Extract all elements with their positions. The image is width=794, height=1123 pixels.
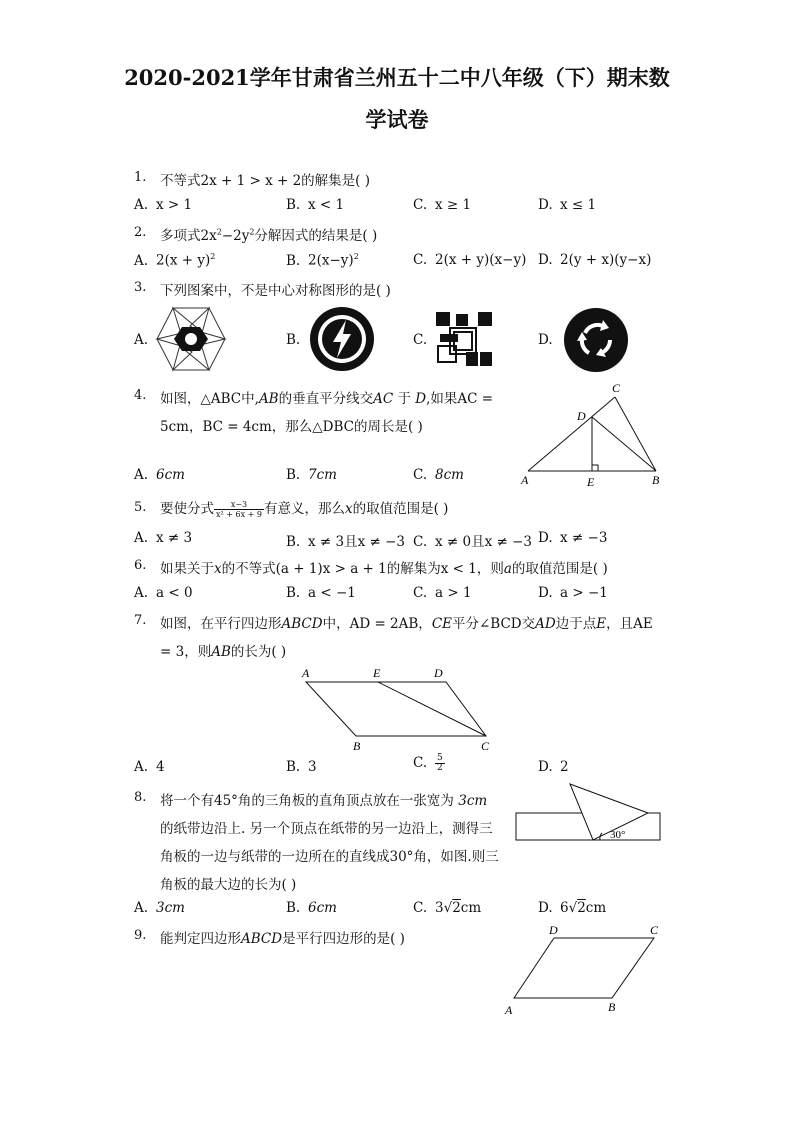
option-d[interactable]: D. 6√2cm: [538, 900, 607, 916]
label-d: D: [549, 923, 558, 937]
label-a: A: [302, 666, 310, 680]
option-a[interactable]: A. x > 1: [134, 197, 193, 213]
option-b[interactable]: B. 3: [286, 759, 317, 775]
label-c: C: [612, 381, 621, 395]
question-text-line4: 角板的最大边的长为( ): [160, 877, 297, 893]
option-a[interactable]: A. 3cm: [134, 900, 185, 916]
option-d[interactable]: D. x ≠ −3: [538, 530, 608, 546]
question-text-line2: 5cm，BC = 4cm，那么△DBC的周长是( ): [160, 419, 423, 435]
question-text-line1: 如图，在平行四边形ABCD中，AD = 2AB，CE平分∠BCD交AD边于点E，且AE: [160, 616, 653, 632]
option-b[interactable]: B. a < −1: [286, 585, 356, 601]
option-d[interactable]: D. 2: [538, 759, 569, 775]
option-d[interactable]: D.: [538, 332, 553, 348]
label-e: E: [373, 666, 381, 680]
label-e: E: [587, 475, 595, 489]
option-b[interactable]: B. 7cm: [286, 467, 337, 483]
hexagon-pinwheel-icon: [156, 307, 226, 371]
lightning-circle-icon: [309, 306, 375, 372]
question-number: 7.: [134, 613, 147, 628]
option-d[interactable]: D. a > −1: [538, 585, 608, 601]
option-c[interactable]: C. x ≥ 1: [413, 197, 472, 213]
triangle-abc-figure: [516, 380, 666, 492]
question-number: 6.: [134, 558, 147, 573]
label-d: D: [434, 666, 443, 680]
option-b[interactable]: B. x < 1: [286, 197, 345, 213]
question-text-line1: 如图，△ABC中,AB的垂直平分线交AC 于 D,如果AC =: [160, 391, 494, 407]
option-a[interactable]: A. 4: [134, 759, 165, 775]
option-a[interactable]: A. $2(x + y)^2$: [134, 252, 216, 269]
option-a[interactable]: A. 6cm: [134, 467, 185, 483]
option-d[interactable]: D. x ≤ 1: [538, 197, 597, 213]
option-b[interactable]: B. x ≠ 3且x ≠ −3: [286, 534, 406, 550]
label-b: B: [652, 473, 660, 487]
option-a[interactable]: A. a < 0: [134, 585, 193, 601]
label-c: C: [650, 923, 659, 937]
question-number: 2.: [134, 225, 147, 240]
label-c: C: [481, 739, 490, 753]
parallelogram-abcd-figure: [296, 664, 500, 754]
option-d[interactable]: D. 2(y + x)(y−x): [538, 252, 652, 268]
fraction: $\frac{x-3}{\text{x² + 6x + 9}}$: [216, 500, 262, 519]
question-text-line2: 的纸带边沿上. 另一个顶点在纸带的另一边沿上，测得三: [160, 821, 493, 837]
question-text: 下列图案中，不是中心对称图形的是( ): [160, 283, 391, 299]
doc-title-line2: 学试卷: [365, 107, 429, 132]
option-c[interactable]: C. a > 1: [413, 585, 472, 601]
option-c[interactable]: C. x ≠ 0且x ≠ −3: [413, 534, 533, 550]
angle-label: 30°: [610, 829, 626, 841]
triangle-on-strip-figure: [514, 782, 664, 844]
label-d: D: [577, 409, 586, 423]
question-text: 要使分式 $\frac{x-3}{\text{x² + 6x + 9}}$ 有意义，那么x的取值范围是( ): [160, 500, 449, 519]
question-text: 如果关于x的不等式(a + 1)x > a + 1的解集为x < 1，则a的取值范围是( ): [160, 561, 608, 577]
option-a[interactable]: A. x ≠ 3: [134, 530, 193, 546]
option-c[interactable]: C. 3√2cm: [413, 900, 482, 916]
question-text-line3: 角板的一边与纸带的一边所在的直线成30°角，如图.则三: [160, 849, 499, 865]
question-text-line1: 将一个有45°角的三角板的直角顶点放在一张宽为 3cm: [160, 793, 488, 809]
question-text: 多项式$2x^2-2y^2$分解因式的结果是( ): [160, 227, 378, 244]
option-c[interactable]: C. $\frac{5}{2}$: [413, 753, 443, 773]
label-a: A: [505, 1003, 513, 1017]
label-b: B: [353, 739, 361, 753]
doc-title-line1: 2020-2021学年甘肃省兰州五十二中八年级（下）期末数: [124, 65, 670, 90]
question-number: 3.: [134, 280, 147, 295]
option-b[interactable]: B.: [286, 332, 301, 348]
label-b: B: [608, 1000, 616, 1014]
recycle-arrows-icon: [563, 307, 629, 373]
option-b[interactable]: B. $2(x-y)^2$: [286, 252, 359, 269]
option-c[interactable]: C. 2(x + y)(x−y): [413, 252, 527, 268]
parallelogram-q9-figure: [500, 920, 670, 1020]
question-number: 5.: [134, 500, 147, 515]
option-c[interactable]: C. 8cm: [413, 467, 464, 483]
stacked-squares-icon: [436, 312, 492, 368]
label-a: A: [521, 473, 529, 487]
question-number: 1.: [134, 170, 147, 185]
option-b[interactable]: B. 6cm: [286, 900, 337, 916]
option-c[interactable]: C.: [413, 332, 428, 348]
question-text-line2: = 3，则AB的长为( ): [160, 644, 287, 660]
question-number: 9.: [134, 928, 147, 943]
question-text: 不等式2x + 1 > x + 2的解集是( ): [160, 173, 371, 189]
question-number: 4.: [134, 388, 147, 403]
question-number: 8.: [134, 790, 147, 805]
question-text: 能判定四边形ABCD是平行四边形的是( ): [160, 931, 405, 947]
option-a[interactable]: A.: [134, 332, 149, 348]
